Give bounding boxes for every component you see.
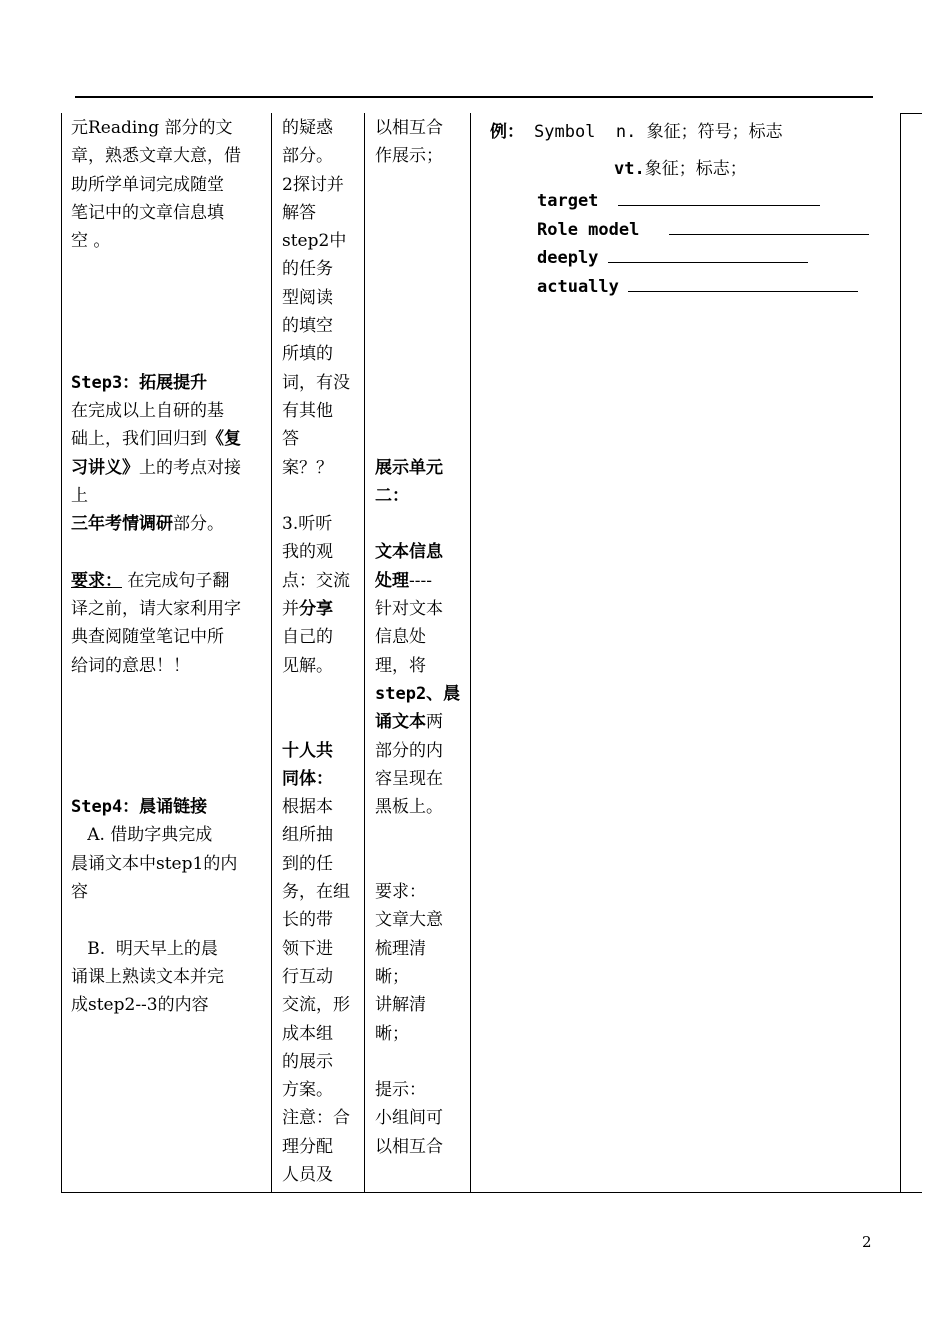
text-line: 自己的	[282, 627, 333, 648]
table-divider-4	[900, 113, 901, 1193]
text-line: 行互动	[282, 966, 333, 987]
unit2-heading: 二：	[375, 485, 409, 506]
text-line: 三年考情调研部分。	[71, 514, 224, 535]
example-line	[490, 118, 890, 146]
text-line: 所填的	[282, 344, 333, 365]
text-line: 理分配	[282, 1136, 333, 1157]
vocab-word: actually	[537, 276, 619, 297]
table-bottom-border	[61, 1192, 922, 1193]
answer-blank[interactable]	[608, 244, 808, 263]
page-number: 2	[862, 1233, 872, 1251]
text-line: 点：交流	[282, 570, 350, 591]
share-keyword: 分享	[299, 599, 333, 620]
text-line: 助所学单词完成随堂	[71, 174, 224, 195]
text-line: A. 借助字典完成	[71, 825, 213, 846]
text-line: 给词的意思！！	[71, 655, 190, 676]
text-line: 交流，形	[282, 995, 350, 1016]
text-line: 容呈现在	[375, 768, 443, 789]
text-line: 要求：	[375, 882, 426, 903]
text-line: 晰；	[375, 966, 409, 987]
text-line: 注意：合	[282, 1108, 350, 1129]
answer-blank[interactable]	[628, 273, 858, 292]
text-line: 提示：	[375, 1080, 426, 1101]
text-processing-heading: 文本信息	[375, 542, 443, 563]
vocab-word: Role model	[537, 219, 640, 240]
text-line: 信息处	[375, 627, 426, 648]
text-line: 容	[71, 882, 88, 903]
text-line: 部分的内	[375, 740, 443, 761]
group-heading: 同体：	[282, 768, 333, 789]
vocab-word: deeply	[537, 248, 599, 268]
text-line: B. 明天早上的晨	[71, 938, 218, 959]
header-rule	[75, 96, 873, 98]
step3-title: Step3：拓展提升	[71, 372, 208, 393]
requirement-label: 要求：	[71, 570, 122, 591]
text-line: 译之前，请大家利用字	[71, 599, 241, 620]
text-line: 黑板上。	[375, 797, 443, 818]
review-handout-title: 《复	[207, 429, 241, 450]
text-line: 有其他	[282, 400, 333, 421]
text-line: 方案。	[282, 1080, 333, 1101]
requirement-line: 要求： 在完成句子翻	[71, 570, 230, 591]
text-line: 的任务	[282, 259, 333, 280]
step4-title: Step4：晨诵链接	[71, 797, 208, 818]
exam-survey-title: 三年考情调研	[71, 514, 173, 535]
text-line: 晨诵文本中step1的内	[71, 853, 238, 874]
text-line: 案？？	[282, 457, 333, 478]
text-line: 我的观	[282, 542, 333, 563]
text-line: 的展示	[282, 1051, 333, 1072]
text-line: 的疑惑	[282, 118, 333, 138]
column-presentation	[375, 114, 467, 1161]
text-line: 答	[282, 429, 299, 450]
text-line: 长的带	[282, 910, 333, 931]
answer-blank[interactable]	[618, 187, 820, 206]
step2-keyword: step2、晨	[375, 683, 461, 704]
table-border-left	[61, 113, 62, 1193]
table-divider-3	[470, 113, 471, 1193]
text-line: 在完成以上自研的基	[71, 400, 224, 421]
text-line: 人员及	[282, 1164, 333, 1185]
text-line: 型阅读	[282, 287, 333, 308]
text-line: 梳理清	[375, 938, 426, 959]
text-line: 根据本	[282, 797, 333, 818]
vocab-blank-line	[490, 273, 890, 302]
text-line: 典查阅随堂笔记中所	[71, 627, 224, 648]
text-line: 诵文本两	[375, 712, 443, 733]
text-line: 并分享	[282, 599, 333, 620]
text-line: 讲解清	[375, 995, 426, 1016]
text-line: 2探讨并	[282, 174, 344, 195]
text-line: 成本组	[282, 1023, 333, 1044]
text-line: 见解。	[282, 655, 333, 676]
text-line: 小组间可	[375, 1108, 443, 1129]
text-line: 到的任	[282, 853, 333, 874]
table-top-border	[900, 113, 922, 114]
vocab-word: target	[537, 191, 599, 211]
text-line: 部分。	[282, 146, 333, 167]
group-heading: 十人共	[282, 740, 333, 761]
text-line: 解答	[282, 202, 316, 223]
text-line: 务，在组	[282, 882, 350, 903]
text-line: 以相互合	[375, 118, 443, 138]
text-line: 础上，我们回归到《复	[71, 429, 241, 450]
text-line: 文章大意	[375, 910, 443, 931]
text-line: 诵课上熟读文本并完	[71, 966, 224, 987]
text-line: 词，有没	[282, 372, 350, 393]
text-line: 领下进	[282, 938, 333, 959]
text-line: 3.听听	[282, 514, 333, 535]
text-line: 针对文本	[375, 599, 443, 620]
text-line: 章，熟悉文章大意，借	[71, 146, 241, 167]
text-line: 习讲义》上的考点对接	[71, 457, 241, 478]
text-line: 笔记中的文章信息填	[71, 202, 224, 223]
example-label: 例：	[490, 122, 524, 142]
table-divider-1	[271, 113, 272, 1193]
vocab-blank-line	[490, 244, 890, 273]
answer-blank[interactable]	[669, 216, 869, 235]
text-line: 成step2--3的内容	[71, 995, 209, 1016]
column-vocabulary	[490, 118, 890, 301]
text-line: 元Reading 部分的文	[71, 118, 233, 138]
vt-line: vt.象征；标志；	[614, 159, 747, 179]
text-line: 空 。	[71, 231, 111, 252]
text-line: 上	[71, 485, 88, 506]
text-line: 的填空	[282, 316, 333, 337]
text-line: 作展示；	[375, 146, 443, 167]
symbol-definition: Symbol n. 象征；符号；标志	[534, 122, 783, 142]
unit2-heading: 展示单元	[375, 457, 443, 478]
text-line: 处理----	[375, 570, 432, 591]
column-learning-steps	[71, 114, 267, 1020]
text-line: 理，将	[375, 655, 426, 676]
vocab-blank-line	[490, 216, 890, 245]
vocab-blank-line	[490, 187, 890, 216]
text-line: 组所抽	[282, 825, 333, 846]
text-line: 晰；	[375, 1023, 409, 1044]
text-line: 以相互合	[375, 1136, 443, 1157]
table-divider-2	[364, 113, 365, 1193]
column-student-activity	[282, 114, 360, 1189]
review-handout-title: 习讲义》	[71, 457, 139, 478]
text-line: step2中	[282, 231, 347, 252]
